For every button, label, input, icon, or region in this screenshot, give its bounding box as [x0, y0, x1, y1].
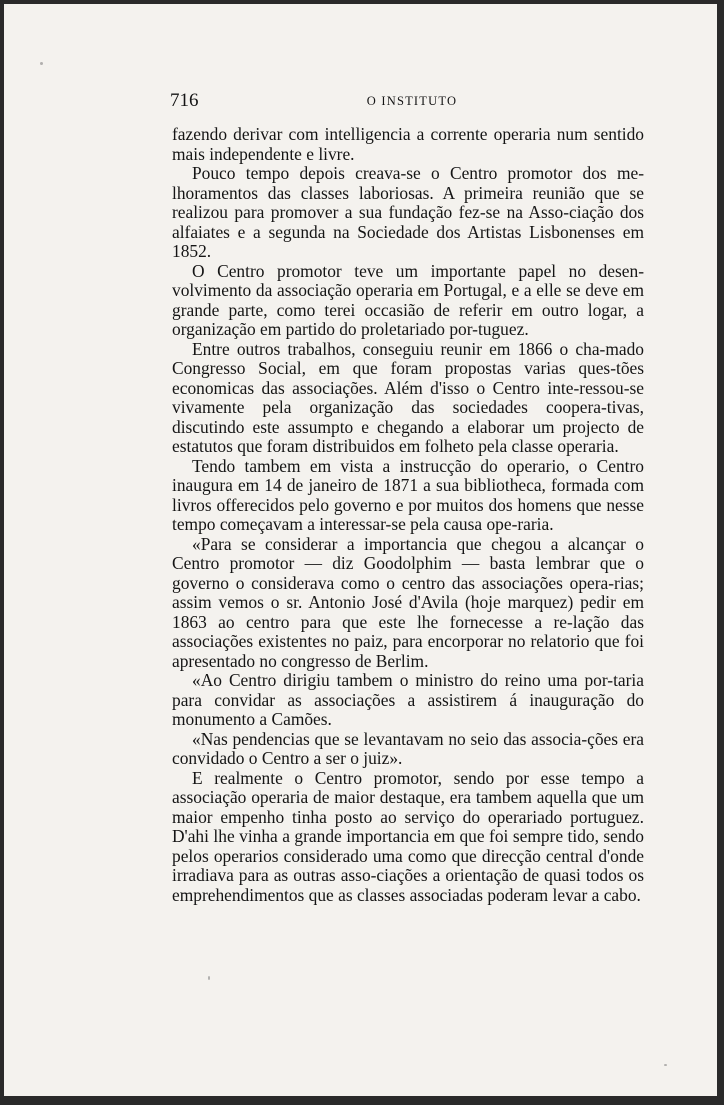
- body-text: [172, 125, 644, 905]
- paragraph: «Nas pendencias que se levantavam no seio das associa-ções era convidado o Centro a ser o juiz».: [172, 728, 644, 768]
- paragraph: E realmente o Centro promotor, sendo por esse tempo a associação operaria de maior destaque, era tambem aquella que um maior empenho tinha posto ao serviço do operariado portuguez. D'ahi lhe vinha a grande importancia em que foi sempre tido, sendo pelos operarios considerado uma como que direcção central d'onde irradiava para as outras asso-ciações a orientação de quasi todos os emprehendimentos que as classes associadas poderam levar a cabo.: [172, 767, 644, 905]
- paper-speck: [40, 62, 43, 65]
- paragraph: fazendo derivar com intelligencia a corrente operaria num sentido mais independente e livre.: [172, 124, 644, 164]
- running-title: O INSTITUTO: [366, 94, 458, 108]
- paper-speck: [208, 976, 210, 980]
- page-number: 716: [170, 90, 199, 111]
- paragraph: Tendo tambem em vista a instrucção do operario, o Centro inaugura em 14 de janeiro de 1871 a sua bibliotheca, formada com livros offerecidos pelo governo e por muitos dos homens que nesse tempo começavam a interessar-se pela causa ope-raria.: [172, 455, 644, 534]
- scanned-page: [4, 4, 717, 1096]
- paragraph: «Ao Centro dirigiu tambem o ministro do reino uma por-taria para convidar as associações a assistirem á inauguração do monumento a Camões.: [172, 670, 644, 729]
- paragraph: «Para se considerar a importancia que chegou a alcançar o Centro promotor — diz Goodolphim — basta lembrar que o governo o considerava como o centro das associações opera-rias; assim vemos o sr. Antonio José d'Avila (hoje marquez) pedir em 1863 ao centro para que este lhe fornecesse a re-lação das associações existentes no paiz, para encorporar no relatorio que foi apresentado no congresso de Berlim.: [172, 533, 644, 671]
- paper-speck: [664, 1064, 667, 1066]
- paragraph: O Centro promotor teve um importante papel no desen-volvimento da associação operaria em Portugal, e a elle se deve em grande parte, como terei occasião de referir em outro logar, a organização em partido do proletariado por-tuguez.: [172, 260, 644, 339]
- page-header: [170, 90, 654, 116]
- paragraph: Entre outros trabalhos, conseguiu reunir em 1866 o cha-mado Congresso Social, em que foram propostas varias ques-tões economicas das associações. Além d'isso o Centro inte-ressou-se vivamente pela organização das sociedades coopera-tivas, discutindo este assumpto e chegando a elaborar um projecto de estatutos que foram distribuidos em folheto pela classe operaria.: [172, 338, 644, 456]
- paragraph: Pouco tempo depois creava-se o Centro promotor dos me-lhoramentos das classes laboriosas. A primeira reunião que se realizou para promover a sua fundação fez-se na Asso-ciação dos alfaiates e a segunda na Sociedade dos Artistas Lisbonenses em 1852.: [172, 163, 644, 261]
